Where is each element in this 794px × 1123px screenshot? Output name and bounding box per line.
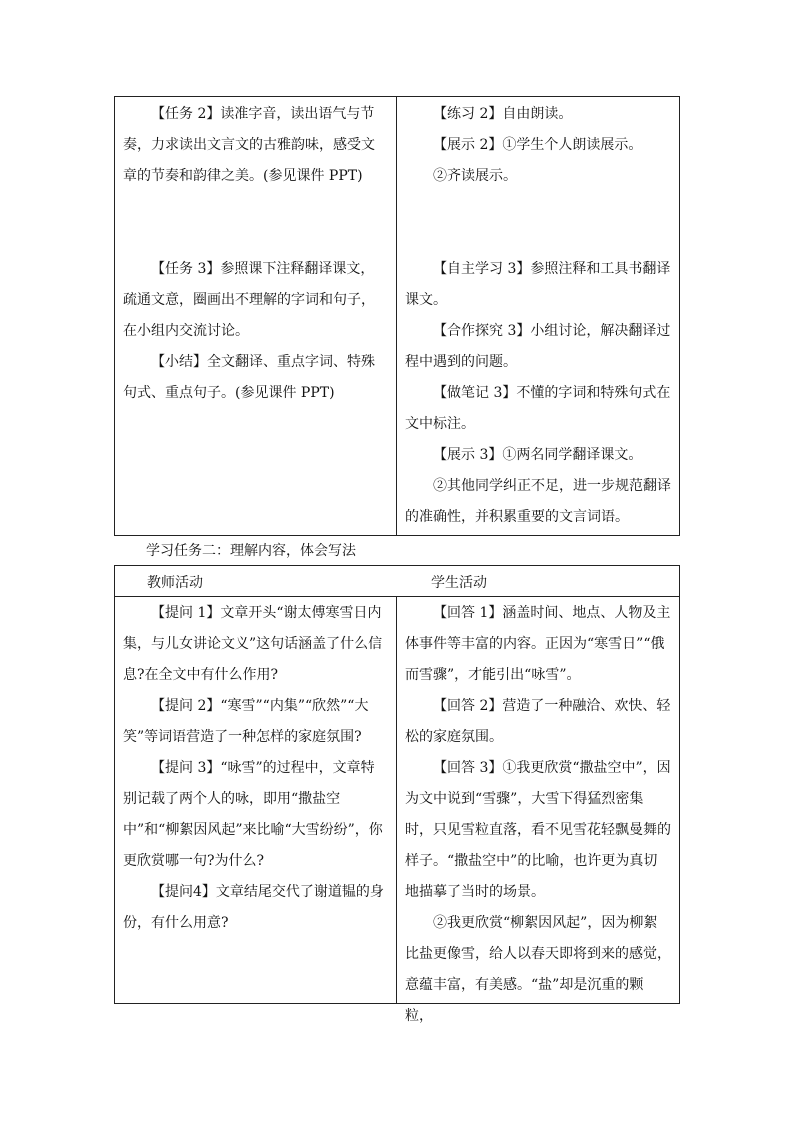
display-3-text: 【展示 3】①两名同学翻译课文。 [433, 447, 643, 463]
question-4-text: 【提问4】文章结尾交代了谢道韫的身份，有什么用意? [123, 884, 384, 931]
question-1-text: 【提问 1】文章开头“谢太傅寒雪日内集，与儿女讲论文义”这句话涵盖了什么信息?在全文中有什么作用? [123, 605, 383, 683]
self-study-3-cell [397, 254, 679, 533]
table-2-header-row [115, 566, 679, 597]
question-3-text: 【提问 3】“咏雪”的过程中，文章特别记载了两个人的咏，即用“撒盐空中”和“柳絮因风起”来比喻“大雪纷纷”，你更欣赏哪一句?为什么? [123, 760, 383, 869]
display-3-correction-text: ②其他同学纠正不足，进一步规范翻译的准确性，并积累重要的文言词语。 [405, 478, 671, 525]
cooperation-3-text: 【合作探究 3】小组讨论，解决翻译过程中遇到的问题。 [405, 323, 671, 370]
task-2-text: 【任务 2】读准字音，读出语气与节奏，力求读出文言文的古雅韵味，感受文章的节奏和韵律之美。(参见课件 PPT) [123, 106, 375, 184]
self-study-3-text: 【自主学习 3】参照注释和工具书翻译课文。 [405, 261, 671, 308]
practice-2-cell [397, 99, 679, 192]
answer-3-text: 【回答 3】①我更欣赏“撒盐空中”，因为文中说到“雪骤”，大雪下得猛烈密集时，只见雪粒直落，看不见雪花轻飘曼舞的样子。“撒盐空中”的比喻，也许更为真切地描摹了当时的场景。 [405, 760, 671, 900]
student-activity-header: 学生活动 [431, 575, 487, 591]
notes-3-text: 【做笔记 3】不懂的字词和特殊句式在文中标注。 [405, 385, 671, 432]
lesson-table-2 [114, 565, 680, 1024]
question-2-text: 【提问 2】“寒雪”“内集”“欣然”“大笑”等词语营造了一种怎样的家庭氛围? [123, 698, 369, 745]
teacher-questions-column [115, 596, 397, 1003]
display-2-text: 【展示 2】①学生个人朗读展示。 [433, 137, 643, 153]
student-activity-column [397, 97, 679, 535]
student-answers-cell [397, 598, 679, 1032]
answer-1-text: 【回答 1】涵盖时间、地点、人物及主体事件等丰富的内容。正因为“寒雪日”“俄而雪骤”，才能引出“咏雪”。 [405, 605, 671, 683]
practice-2-text: 【练习 2】自由朗读。 [433, 106, 573, 122]
display-2-choir-text: ②齐读展示。 [433, 168, 517, 184]
answer-3-alt-text: ②我更欣赏“柳絮因风起”，因为柳絮比盐更像雪，给人以春天即将到来的感觉，意蕴丰富，有美感。“盐”却是沉重的颗粒， [405, 915, 671, 1024]
answer-2-text: 【回答 2】营造了一种融洽、欢快、轻松的家庭氛围。 [405, 698, 671, 745]
task-3-cell [115, 254, 396, 409]
task-2-cell [115, 99, 396, 192]
student-answers-column [397, 596, 679, 1024]
teacher-questions-cell [115, 598, 396, 939]
teacher-activity-header: 教师活动 [147, 575, 203, 591]
summary-text: 【小结】全文翻译、重点字词、特殊句式、重点句子。(参见课件 PPT) [123, 354, 375, 401]
section-2-title: 学习任务二：理解内容，体会写法 [146, 543, 356, 559]
lesson-table-1 [114, 96, 680, 536]
task-3-text: 【任务 3】参照课下注释翻译课文，疏通文意，圈画出不理解的字词和句子，在小组内交流讨论。 [123, 261, 375, 339]
teacher-activity-column [115, 97, 397, 535]
